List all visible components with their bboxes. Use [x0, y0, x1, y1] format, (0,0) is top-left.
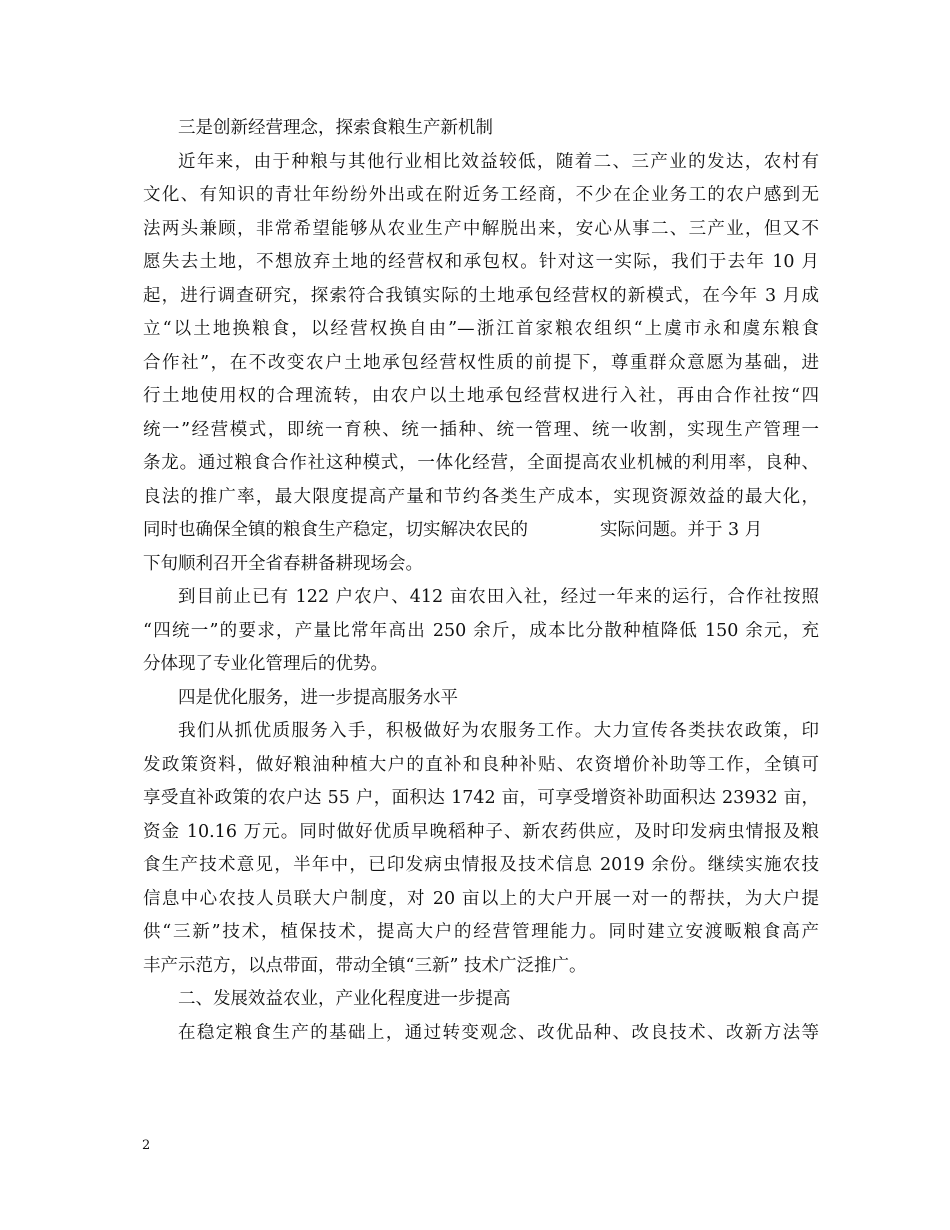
paragraph-line: 在稳定粮食生产的基础上，通过转变观念、改优品种、改良技术、改新方法等 [178, 1022, 819, 1043]
paragraph-line-part: 实际问题。并于 3 月 [600, 520, 763, 540]
page-number: 2 [142, 1138, 151, 1153]
paragraph-line [143, 514, 819, 548]
paragraph-line: 行土地使用权的合理流转，由农户以土地承包经营权进行入社，再由合作社按“四 [143, 386, 819, 406]
paragraph-line: 信息中心农技人员联大户制度，对 20 亩以上的大户开展一对一的帮扶，为大户提 [143, 888, 819, 909]
paragraph-line: 发政策资料，做好粮油种植大户的直补和良种补贴、农资增价补助等工作，全镇可 [143, 754, 819, 775]
paragraph-line: 条龙。通过粮食合作社这种模式，一体化经营，全面提高农业机械的利用率，良种、 [143, 453, 819, 473]
paragraph-line: 近年来，由于种粮与其他行业相比效益较低，随着二、三产业的发达，农村有 [178, 151, 819, 172]
paragraph-line: 供“三新”技术，植保技术，提高大户的经营管理能力。同时建立安渡畈粮食高产 [143, 922, 819, 942]
paragraph-line: 资金 10.16 万元。同时做好优质早晚稻种子、新农药供应，及时印发病虫情报及粮 [143, 821, 819, 842]
paragraph-line: 愿失去土地，不想放弃土地的经营权和承包权。针对这一实际，我们于去年 10 月 [143, 252, 819, 272]
paragraph-line: 下旬顺利召开全省春耕备耕现场会。 [143, 553, 423, 574]
paragraph-line: 文化、有知识的青壮年纷纷外出或在附近务工经商，不少在企业务工的农户感到无 [143, 185, 819, 205]
paragraph-line: 统一”经营模式，即统一育秧、统一插种、统一管理、统一收割，实现生产管理一 [143, 419, 819, 440]
paragraph-line: 起，进行调查研究，探索符合我镇实际的土地承包经营权的新模式，在今年 3 月成 [143, 285, 819, 306]
section-heading-4: 四是优化服务，进一步提高服务水平 [178, 687, 458, 708]
paragraph-line: 立“以土地换粮食，以经营权换自由”—浙江首家粮农组织“上虞市永和虞东粮食 [143, 319, 819, 339]
paragraph-line: 合作社”，在不改变农户土地承包经营权性质的前提下，尊重群众意愿为基础，进 [143, 352, 819, 373]
paragraph-line: 法两头兼顾，非常希望能够从农业生产中解脱出来，安心从事二、三产业，但又不 [143, 218, 819, 239]
paragraph-line: 食生产技术意见，半年中，已印发病虫情报及技术信息 2019 余份。继续实施农技 [143, 855, 819, 875]
paragraph-line: 分体现了专业化管理后的优势。 [143, 654, 388, 674]
body-text [143, 112, 819, 1050]
paragraph-line: 享受直补政策的农户达 55 户，面积达 1742 亩，可享受增资补助面积达 23932 亩， [143, 788, 819, 808]
section-heading-2: 二、发展效益农业，产业化程度进一步提高 [178, 989, 511, 1009]
paragraph-line: “四统一”的要求，产量比常年高出 250 余斤，成本比分散种植降低 150 余元，充 [143, 620, 819, 641]
paragraph-line: 丰产示范方，以点带面，带动全镇“三新” 技术广泛推广。 [143, 955, 587, 976]
paragraph-line: 到目前止已有 122 户农户、412 亩农田入社，经过一年来的运行，合作社按照 [178, 587, 819, 607]
paragraph-line-part: 同时也确保全镇的粮食生产稳定，切实解决农民的 [143, 520, 528, 540]
paragraph-line: 良法的推广率，最大限度提高产量和节约各类生产成本，实现资源效益的最大化， [143, 486, 819, 507]
paragraph-line: 我们从抓优质服务入手，积极做好为农服务工作。大力宣传各类扶农政策，印 [178, 721, 819, 741]
section-heading-3: 三是创新经营理念，探索食粮生产新机制 [178, 118, 493, 138]
